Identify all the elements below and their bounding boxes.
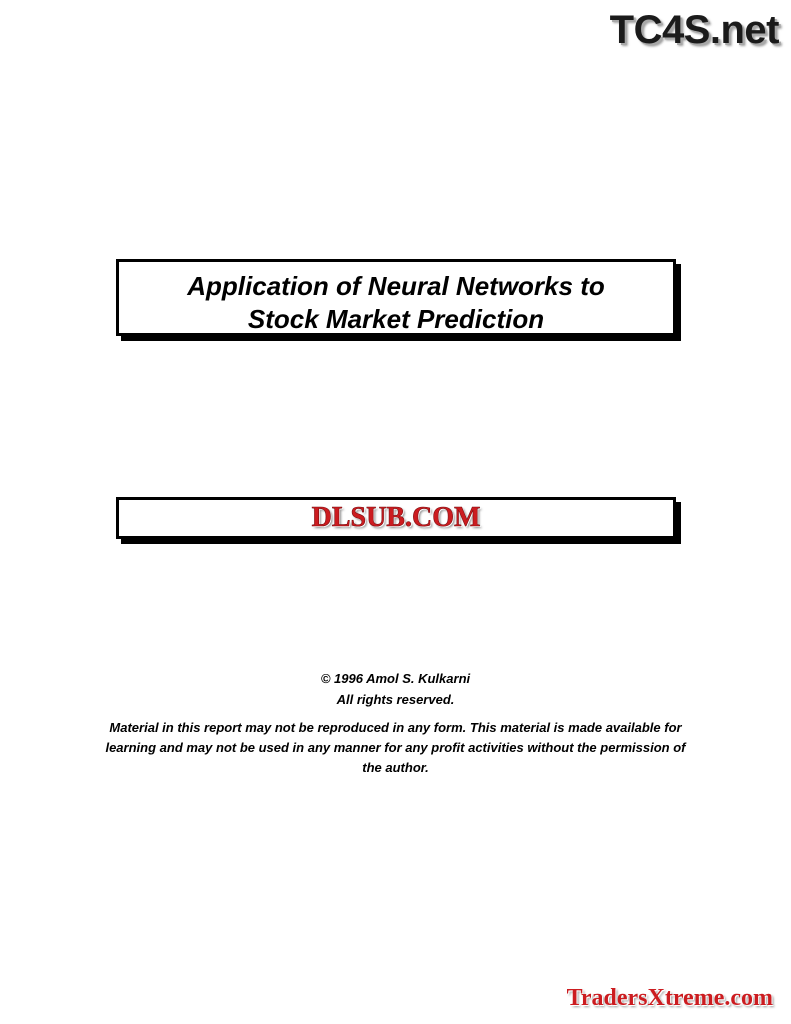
title-line-1: Application of Neural Networks to bbox=[187, 271, 605, 301]
page-title bbox=[119, 270, 673, 336]
copyright-line: © 1996 Amol S. Kulkarni bbox=[320, 671, 471, 686]
copyright-notice: Material in this report may not be reproduced in any form. This material is made available for learning and may not be used in any manner for any profit activities without the permission of the author. bbox=[105, 720, 686, 775]
title-box bbox=[116, 259, 676, 336]
dlsub-watermark: DLSUB.COM bbox=[311, 502, 481, 533]
banner-box bbox=[116, 497, 676, 539]
copyright-block bbox=[95, 668, 696, 778]
bottom-right-watermark: TradersXtreme.com bbox=[566, 985, 773, 1011]
rights-line: All rights reserved. bbox=[336, 692, 455, 707]
top-right-watermark: TC4S.net bbox=[609, 8, 779, 52]
title-line-2: Stock Market Prediction bbox=[247, 304, 545, 334]
